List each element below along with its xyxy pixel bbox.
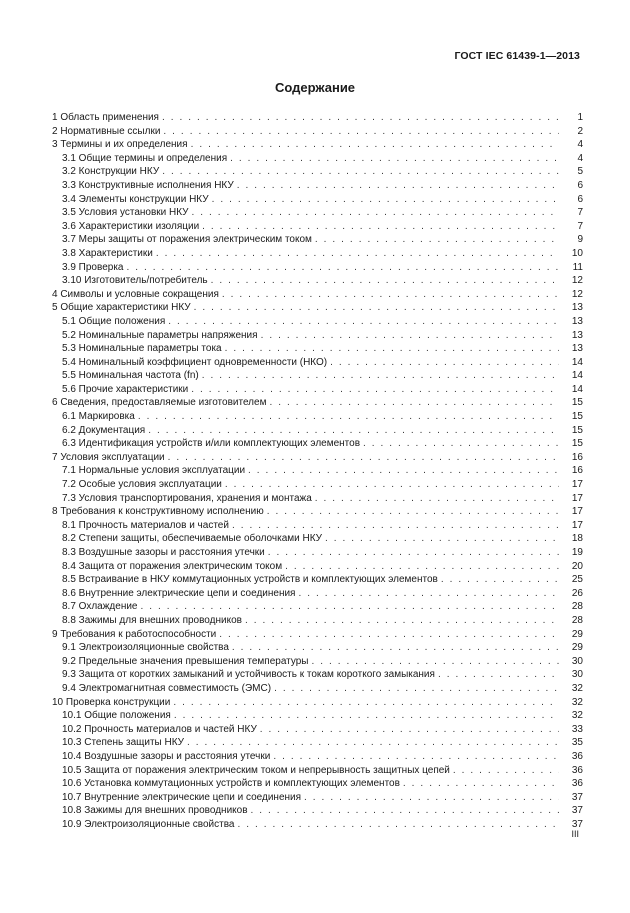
toc-entry[interactable] [52, 410, 583, 424]
toc-entry[interactable] [52, 777, 583, 791]
toc-entry[interactable] [52, 641, 583, 655]
toc-entry-title: 3.5 Условия установки НКУ [62, 207, 189, 219]
toc-entry-title: 4 Символы и условные сокращения [52, 288, 219, 300]
toc-entry-page: 13 [571, 329, 583, 341]
toc-entry-title: 1 Область применения [52, 112, 159, 123]
toc-entry-page: 17 [571, 519, 583, 531]
toc-dot-leader [219, 628, 559, 642]
toc-entry-page: 16 [571, 451, 583, 463]
toc-dot-leader [260, 723, 559, 737]
toc-dot-leader [261, 329, 559, 343]
toc-entry[interactable] [52, 560, 583, 574]
toc-entry[interactable] [52, 546, 583, 560]
page-number: III [571, 829, 579, 839]
toc-entry-page: 28 [571, 601, 583, 613]
toc-dot-leader [273, 750, 559, 764]
toc-entry-page: 18 [571, 533, 583, 545]
toc-dot-leader [268, 546, 559, 560]
toc-entry[interactable] [52, 532, 583, 546]
toc-dot-leader [403, 777, 559, 791]
toc-dot-leader [211, 274, 559, 288]
toc-entry[interactable] [52, 464, 583, 478]
toc-entry-page: 37 [571, 791, 583, 803]
toc-entry[interactable] [52, 723, 583, 737]
toc-entry-title: 9.2 Предельные значения превышения температуры [62, 655, 309, 667]
toc-entry[interactable] [52, 818, 583, 832]
page-title: Содержание [274, 80, 356, 95]
toc-entry[interactable] [52, 628, 583, 642]
toc-entry[interactable] [52, 573, 583, 587]
toc-entry-title: 8.3 Воздушные зазоры и расстояния утечки [62, 547, 265, 558]
toc-dot-leader [237, 818, 559, 832]
toc-entry[interactable] [52, 437, 583, 451]
toc-entry-page: 6 [577, 193, 583, 205]
toc-entry-page: 7 [577, 207, 583, 219]
toc-entry-title: 3.3 Конструктивные исполнения НКУ [62, 179, 234, 191]
toc-dot-leader [438, 668, 559, 682]
toc-entry-title: 10.7 Внутренние электрические цепи и соединения [62, 791, 302, 803]
toc-entry-title: 3.8 Характеристики [62, 247, 153, 259]
toc-entry-title: 9 Требования к работоспособности [52, 628, 217, 640]
toc-dot-leader [225, 342, 559, 356]
toc-dot-leader [141, 600, 560, 614]
toc-entry-page: 6 [577, 179, 583, 191]
toc-dot-leader [222, 288, 559, 302]
toc-entry-page: 5 [577, 166, 583, 178]
toc-entry-page: 4 [577, 139, 583, 151]
toc-entry[interactable] [52, 451, 583, 465]
toc-entry[interactable] [52, 600, 583, 614]
toc-entry-title: 8.2 Степени защиты, обеспечиваемые оболочками НКУ [62, 533, 323, 545]
toc-entry-title: 9.1 Электроизоляционные свойства [62, 642, 229, 654]
toc-entry-page: 26 [571, 587, 583, 599]
toc-dot-leader [267, 505, 559, 519]
toc-entry-page: 19 [571, 547, 583, 558]
toc-entry[interactable] [52, 261, 583, 275]
toc-entry[interactable] [52, 206, 583, 220]
toc-entry[interactable] [52, 587, 583, 601]
toc-entry-page: 13 [571, 343, 583, 355]
toc-entry[interactable] [52, 696, 583, 710]
toc-entry-page: 30 [571, 669, 583, 681]
toc-entry-page: 12 [571, 288, 583, 300]
toc-entry-page: 14 [571, 356, 583, 368]
toc-dot-leader [230, 152, 559, 166]
toc-entry-title: 10.9 Электроизоляционные свойства [62, 818, 235, 830]
toc-dot-leader [202, 369, 559, 383]
toc-entry-page: 15 [571, 438, 583, 450]
toc-entry-page: 28 [571, 614, 583, 626]
toc-entry[interactable] [52, 356, 583, 370]
toc-entry[interactable] [52, 424, 583, 438]
toc-dot-leader [225, 478, 559, 492]
toc-entry[interactable] [52, 301, 583, 315]
toc-entry[interactable] [52, 274, 583, 288]
toc-dot-leader [330, 356, 559, 370]
toc-entry-page: 1 [577, 112, 583, 123]
toc-entry-page: 30 [571, 655, 583, 667]
toc-entry[interactable] [52, 505, 583, 519]
toc-entry-page: 32 [571, 682, 583, 694]
toc-entry-page: 15 [571, 424, 583, 436]
toc-entry[interactable] [52, 682, 583, 696]
toc-dot-leader [163, 125, 559, 139]
toc-dot-leader [191, 383, 559, 397]
toc-entry-title: 10.5 Защита от поражения электрическим током и непрерывность защитных цепей [62, 764, 450, 776]
toc-entry[interactable] [52, 193, 583, 207]
toc-entry[interactable] [52, 736, 583, 750]
toc-entry-page: 36 [571, 764, 583, 776]
toc-entry-title: 3.7 Меры защиты от поражения электрическим током [62, 234, 312, 246]
toc-entry[interactable] [52, 791, 583, 805]
toc-entry-page: 15 [571, 397, 583, 409]
toc-entry-page: 29 [571, 642, 583, 654]
toc-dot-leader [174, 709, 559, 723]
toc-entry[interactable] [52, 369, 583, 383]
toc-entry[interactable] [52, 220, 583, 234]
toc-entry-title: 9.3 Защита от коротких замыканий и устойчивость к токам короткого замыкания [62, 669, 435, 681]
toc-entry-title: 8.1 Прочность материалов и частей [62, 519, 229, 531]
toc-entry-page: 32 [571, 710, 583, 722]
toc-entry-title: 7 Условия эксплуатации [52, 451, 165, 463]
toc-dot-leader [269, 396, 559, 410]
toc-dot-leader [363, 437, 559, 451]
toc-entry-title: 5.4 Номинальный коэффициент одновременности (НКО) [62, 356, 328, 368]
toc-dot-leader [126, 261, 559, 275]
toc-entry-page: 13 [571, 315, 583, 327]
toc-entry[interactable] [52, 492, 583, 506]
toc-entry-page: 25 [571, 574, 583, 586]
toc-dot-leader [232, 641, 559, 655]
toc-dot-leader [441, 573, 559, 587]
toc-entry-title: 3.4 Элементы конструкции НКУ [62, 193, 209, 205]
toc-entry-page: 9 [577, 234, 583, 246]
toc-dot-leader [248, 464, 559, 478]
toc-dot-leader [156, 247, 559, 261]
toc-entry[interactable] [52, 315, 583, 329]
toc-entry-title: 10.6 Установка коммутационных устройств и комплектующих элементов [62, 778, 400, 790]
toc-dot-leader [148, 424, 559, 438]
toc-entry-title: 6.2 Документация [62, 424, 146, 436]
toc-dot-leader [245, 614, 559, 628]
toc-dot-leader [192, 206, 559, 220]
toc-dot-leader [168, 315, 559, 329]
toc-entry-page: 17 [571, 479, 583, 491]
toc-entry-title: 10 Проверка конструкции [52, 696, 171, 708]
toc-entry-title: 8.6 Внутренние электрические цепи и соединения [62, 587, 296, 599]
toc-dot-leader [187, 736, 559, 750]
toc-entry-page: 36 [571, 778, 583, 790]
toc-entry-page: 2 [577, 125, 583, 137]
toc-dot-leader [285, 560, 559, 574]
toc-entry-page: 32 [571, 696, 583, 708]
toc-dot-leader [168, 451, 559, 465]
toc-entry-page: 35 [571, 737, 583, 749]
toc-entry-title: 8 Требования к конструктивному исполнению [52, 506, 264, 518]
toc-entry-title: 10.1 Общие положения [62, 710, 171, 722]
toc-entry-title: 9.4 Электромагнитная совместимость (ЭМС) [62, 682, 272, 694]
toc-entry[interactable] [52, 396, 583, 410]
toc-entry[interactable] [52, 709, 583, 723]
toc-entry[interactable] [52, 764, 583, 778]
toc-entry-title: 10.3 Степень защиты НКУ [62, 737, 184, 749]
toc-dot-leader [251, 804, 559, 818]
toc-entry[interactable] [52, 804, 583, 818]
toc-dot-leader [312, 655, 560, 669]
toc-entry[interactable] [52, 655, 583, 669]
toc-entry-title: 5.5 Номинальная частота (fn) [62, 370, 199, 382]
toc-dot-leader [304, 791, 559, 805]
toc-entry-page: 17 [571, 506, 583, 518]
toc-entry-title: 3.2 Конструкции НКУ [62, 166, 160, 178]
toc-entry-page: 36 [571, 750, 583, 762]
toc-dot-leader [315, 233, 559, 247]
toc-entry-title: 7.1 Нормальные условия эксплуатации [62, 465, 246, 477]
toc-entry-title: 5.1 Общие положения [62, 315, 166, 327]
toc-dot-leader [162, 165, 559, 179]
toc-entry-page: 11 [572, 261, 583, 273]
toc-entry[interactable] [52, 233, 583, 247]
toc-entry[interactable] [52, 329, 583, 343]
toc-dot-leader [212, 193, 559, 207]
toc-dot-leader [232, 519, 559, 533]
toc-entry-title: 3.1 Общие термины и определения [62, 152, 228, 164]
toc-entry-title: 3.6 Характеристики изоляции [62, 220, 200, 232]
toc-entry-page: 29 [571, 628, 583, 640]
toc-dot-leader [274, 682, 559, 696]
toc-entry-title: 8.5 Встраивание в НКУ коммутационных устройств и комплектующих элементов [62, 574, 438, 586]
toc-entry-page: 4 [577, 152, 583, 164]
toc-entry-page: 37 [571, 805, 583, 817]
toc-entry[interactable] [52, 152, 583, 166]
toc-entry-title: 10.2 Прочность материалов и частей НКУ [62, 723, 257, 735]
toc-entry-title: 3.9 Проверка [62, 261, 124, 273]
toc-entry[interactable] [52, 519, 583, 533]
toc-dot-leader [315, 492, 559, 506]
toc-entry[interactable] [52, 750, 583, 764]
toc-entry[interactable] [52, 614, 583, 628]
toc-entry-title: 6 Сведения, предоставляемые изготовителем [52, 397, 267, 409]
toc-entry-title: 5.2 Номинальные параметры напряжения [62, 329, 258, 341]
toc-dot-leader [453, 764, 559, 778]
standard-code: ГОСТ IEC 61439-1—2013 [454, 50, 580, 62]
toc-entry[interactable] [52, 138, 583, 152]
toc-entry[interactable] [52, 247, 583, 261]
toc-entry-title: 10.8 Зажимы для внешних проводников [62, 805, 248, 817]
toc-entry-title: 8.7 Охлаждение [62, 601, 138, 613]
toc-dot-leader [191, 138, 559, 152]
toc-entry-title: 7.2 Особые условия эксплуатации [62, 479, 222, 491]
toc-entry-page: 15 [571, 411, 583, 423]
toc-dot-leader [237, 179, 559, 193]
toc-entry-title: 5 Общие характеристики НКУ [52, 302, 191, 314]
toc-entry[interactable] [52, 288, 583, 302]
toc-entry-page: 13 [571, 302, 583, 314]
toc-entry-title: 8.4 Защита от поражения электрическим током [62, 560, 283, 572]
toc-entry-title: 5.6 Прочие характеристики [62, 383, 189, 395]
toc-dot-leader [173, 696, 559, 710]
toc-entry-page: 20 [571, 560, 583, 572]
toc-entry[interactable] [52, 165, 583, 179]
toc-dot-leader [194, 301, 559, 315]
toc-entry-title: 6.1 Маркировка [62, 411, 135, 423]
toc-entry[interactable] [52, 478, 583, 492]
toc-entry[interactable] [52, 179, 583, 193]
toc-entry-page: 17 [571, 492, 583, 504]
toc-entry-title: 3.10 Изготовитель/потребитель [62, 275, 208, 287]
toc-entry[interactable] [52, 125, 583, 139]
toc-entry-title: 5.3 Номинальные параметры тока [62, 343, 222, 355]
toc-entry-page: 12 [571, 275, 583, 287]
toc-entry-page: 33 [571, 723, 583, 735]
toc-entry-title: 3 Термины и их определения [52, 139, 188, 151]
toc-entry-title: 7.3 Условия транспортирования, хранения и монтажа [62, 492, 312, 504]
toc-entry-page: 16 [571, 465, 583, 477]
toc-dot-leader [298, 587, 559, 601]
toc-entry-page: 14 [571, 383, 583, 395]
toc-entry-page: 10 [571, 247, 583, 259]
toc-entry[interactable] [52, 668, 583, 682]
toc-dot-leader [162, 111, 559, 125]
toc-dot-leader [202, 220, 559, 234]
toc-entry[interactable] [52, 383, 583, 397]
toc-entry[interactable] [52, 342, 583, 356]
toc-entry-title: 6.3 Идентификация устройств и/или комплектующих элементов [62, 438, 361, 450]
table-of-contents [52, 111, 583, 831]
toc-entry-page: 37 [571, 818, 583, 830]
toc-entry-title: 2 Нормативные ссылки [52, 125, 161, 137]
toc-entry-title: 8.8 Зажимы для внешних проводников [62, 614, 242, 626]
toc-dot-leader [325, 532, 559, 546]
toc-entry-page: 14 [571, 370, 583, 382]
toc-dot-leader [138, 410, 559, 424]
toc-entry[interactable] [52, 111, 583, 125]
toc-entry-title: 10.4 Воздушные зазоры и расстояния утечки [62, 750, 271, 762]
toc-entry-page: 7 [577, 220, 583, 232]
